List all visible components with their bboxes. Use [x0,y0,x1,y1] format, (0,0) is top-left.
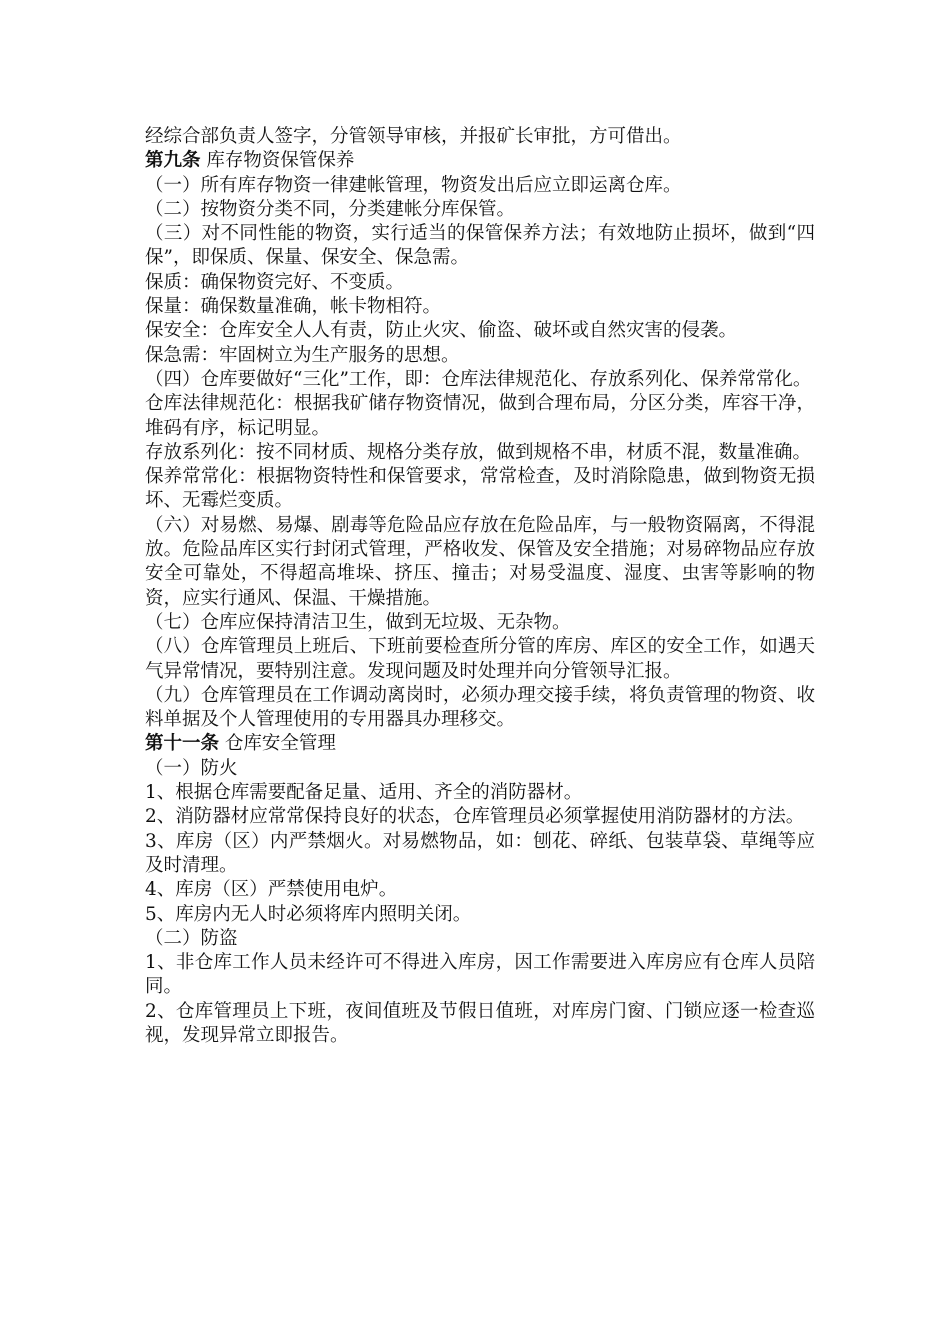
paragraph: （四）仓库要做好“三化”工作，即：仓库法律规范化、存放系列化、保养常常化。 [145,368,812,390]
paragraph: （七）仓库应保持清洁卫生，做到无垃圾、无杂物。 [145,611,571,633]
section-heading [145,149,815,173]
paragraph: （二）防盗 [145,927,238,949]
paragraph: 保急需：牢固树立为生产服务的思想。 [145,344,460,366]
paragraph: 1、非仓库工作人员未经许可不得进入库房，因工作需要进入库房应有仓库人员陪同。 [145,952,815,998]
paragraph: （一）所有库存物资一律建帐管理，物资发出后应立即运离仓库。 [145,174,682,196]
section-title: 仓库安全管理 [219,733,336,755]
paragraph: （一）防火 [145,757,238,779]
section-heading [145,732,815,756]
section-number: 第十一条 [145,733,220,755]
section-title: 库存物资保管保养 [200,150,355,172]
paragraph: 4、库房（区）严禁使用电炉。 [145,879,398,901]
paragraph: （三）对不同性能的物资，实行适当的保管保养方法；有效地防止损坏，做到“四保”，即保质、保量、保安全、保急需。 [145,223,815,269]
paragraph: 仓库法律规范化：根据我矿储存物资情况，做到合理布局，分区分类，库容干净，堆码有序，标记明显。 [145,393,815,439]
paragraph: （九）仓库管理员在工作调动离岗时，必须办理交接手续，将负责管理的物资、收料单据及个人管理使用的专用器具办理移交。 [145,684,815,731]
paragraph: 1、根据仓库需要配备足量、适用、齐全的消防器材。 [145,782,583,804]
paragraph: 经综合部负责人签字，分管领导审核，并报矿长审批，方可借出。 [145,126,682,147]
paragraph: 保安全：仓库安全人人有责，防止火灾、偷盗、破坏或自然灾害的侵袭。 [145,320,738,342]
paragraph: 2、消防器材应常常保持良好的状态，仓库管理员必须掌握使用消防器材的方法。 [145,806,805,828]
paragraph: 存放系列化：按不同材质、规格分类存放，做到规格不串，材质不混，数量准确。 [145,441,812,463]
paragraph: 保养常常化：根据物资特性和保管要求，常常检查，及时消除隐患，做到物资无损坏、无霉烂变质。 [145,466,815,512]
paragraph: （六）对易燃、易爆、剧毒等危险品应存放在危险品库，与一般物资隔离，不得混放。危险品库区实行封闭式管理，严格收发、保管及安全措施；对易碎物品应存放安全可靠处，不得超高堆垛、挤压、撞击；对易受温度、湿度、虫害等影响的物资，应实行通风、保温、干燥措施。 [145,514,815,609]
paragraph: （八）仓库管理员上班后、下班前要检查所分管的库房、库区的安全工作，如遇天气异常情况，要特别注意。发现问题及时处理并向分管领导汇报。 [145,636,815,682]
paragraph: 2、仓库管理员上下班，夜间值班及节假日值班，对库房门窗、门锁应逐一检查巡视，发现异常立即报告。 [145,1000,815,1046]
paragraph: 3、库房（区）内严禁烟火。对易燃物品，如：刨花、碎纸、包装草袋、草绳等应及时清理。 [145,830,815,876]
section-number: 第九条 [145,150,201,172]
paragraph: 保质：确保物资完好、不变质。 [145,271,405,293]
paragraph: 保量：确保数量准确，帐卡物相符。 [145,296,442,318]
document-page [145,125,815,1048]
paragraph: 5、库房内无人时必须将库内照明关闭。 [145,903,472,925]
paragraph: （二）按物资分类不同，分类建帐分库保管。 [145,198,516,220]
